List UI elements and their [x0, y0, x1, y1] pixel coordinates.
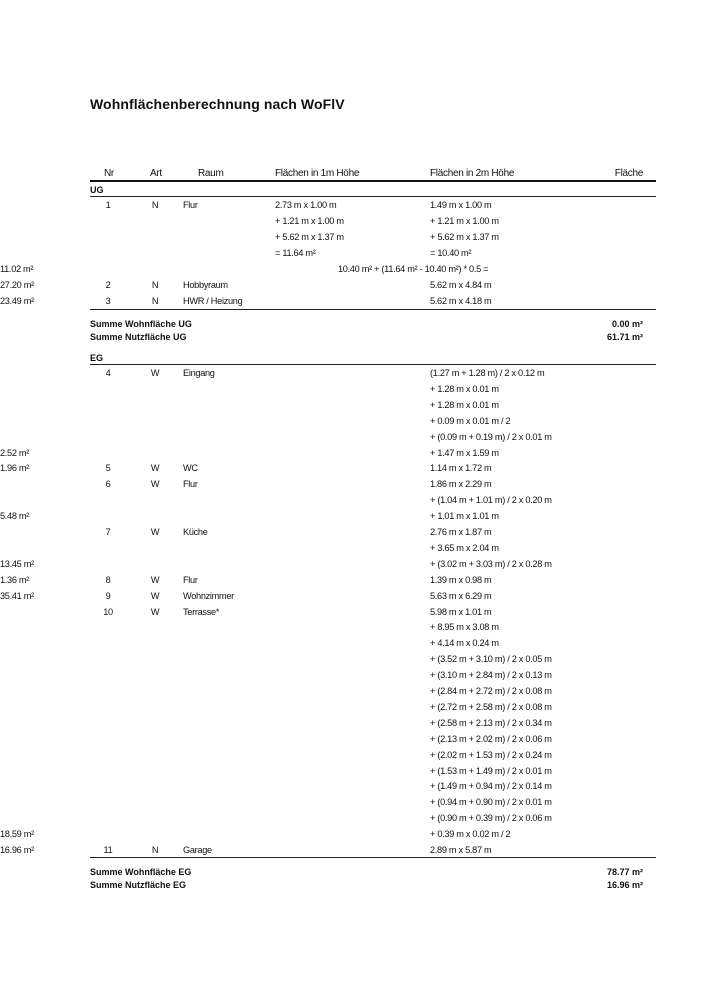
eg-row-18-f2: + (3.52 m + 3.10 m) / 2 x 0.05 m: [430, 654, 552, 665]
eg-row-10-f2: 2.76 m x 1.87 m: [430, 527, 492, 537]
ug-row-5-flaeche: 27.20 m²: [0, 280, 34, 290]
ug-row-5-nr: 2: [105, 280, 111, 290]
sum-nutzflaeche-eg-value: 16.96 m²: [606, 880, 643, 890]
section-label-ug: UG: [90, 185, 104, 195]
ug-row-0-f1: 2.73 m x 1.00 m: [275, 200, 337, 210]
page-title: Wohnflächenberechnung nach WoFlV: [90, 96, 345, 112]
eg-row-13-art: W: [150, 574, 160, 585]
section-label-eg: EG: [90, 353, 104, 363]
eg-row-25-f2: + (1.53 m + 1.49 m) / 2 x 0.01 m: [430, 765, 552, 776]
eg-row-13-raum: Flur: [183, 574, 198, 585]
eg-row-12-f2: + (3.02 m + 3.03 m) / 2 x 0.28 m: [430, 558, 552, 569]
eg-row-7-f2: 1.86 m x 2.29 m: [430, 479, 492, 490]
eg-row-0-nr: 4: [105, 368, 111, 378]
ug-row-4-mid: 10.40 m² + (11.64 m² - 10.40 m²) * 0.5 =: [338, 264, 489, 274]
eg-row-30-f2: 2.89 m x 5.87 m: [430, 845, 492, 855]
ug-row-0-art: N: [151, 200, 159, 210]
ug-row-1-f2: + 1.21 m x 1.00 m: [430, 216, 499, 226]
eg-row-13-f2: 1.39 m x 0.98 m: [430, 574, 492, 585]
eg-row-20-f2: + (2.84 m + 2.72 m) / 2 x 0.08 m: [430, 686, 552, 696]
eg-row-13-flaeche: 1.36 m²: [0, 574, 30, 585]
sum-nutzflaeche-eg-label: Summe Nutzfläche EG: [90, 880, 187, 890]
ug-row-4-flaeche: 11.02 m²: [0, 264, 34, 274]
eg-row-30-nr: 11: [103, 845, 113, 855]
eg-row-12-flaeche: 13.45 m²: [0, 558, 34, 569]
eg-row-11-f2: + 3.65 m x 2.04 m: [430, 542, 499, 553]
ug-row-6-flaeche: 23.49 m²: [0, 296, 34, 306]
ug-row-2-f2: + 5.62 m x 1.37 m: [430, 232, 499, 242]
eg-row-14-flaeche: 35.41 m²: [0, 590, 34, 601]
ug-row-3-f1: = 11.64 m²: [275, 248, 316, 258]
header-flaechen-1m: Flächen in 1m Höhe: [275, 168, 360, 179]
eg-row-6-raum: WC: [183, 463, 198, 474]
sum-wohnflaeche-ug-label: Summe Wohnfläche UG: [90, 319, 192, 329]
section-rule-eg: [90, 364, 656, 365]
eg-row-24-f2: + (2.02 m + 1.53 m) / 2 x 0.24 m: [430, 749, 552, 760]
eg-row-9-flaeche: 5.48 m²: [0, 511, 30, 522]
ug-row-5-f2: 5.62 m x 4.84 m: [430, 280, 492, 290]
eg-row-30-flaeche: 16.96 m²: [0, 845, 34, 855]
eg-row-10-raum: Küche: [183, 527, 208, 537]
sum-wohnflaeche-eg-label: Summe Wohnfläche EG: [90, 867, 192, 877]
header-rule: [90, 180, 656, 182]
eg-row-29-f2: + 0.39 m x 0.02 m / 2: [430, 829, 511, 840]
eg-row-0-f2: (1.27 m + 1.28 m) / 2 x 0.12 m: [430, 368, 545, 378]
eg-row-9-f2: + 1.01 m x 1.01 m: [430, 511, 499, 522]
ug-row-1-f1: + 1.21 m x 1.00 m: [275, 216, 344, 226]
eg-row-2-f2: + 1.28 m x 0.01 m: [430, 399, 499, 410]
eg-row-7-art: W: [150, 479, 160, 490]
ug-row-6-nr: 3: [105, 296, 111, 306]
ug-row-0-f2: 1.49 m x 1.00 m: [430, 200, 492, 210]
eg-row-27-f2: + (0.94 m + 0.90 m) / 2 x 0.01 m: [430, 797, 552, 808]
eg-row-15-f2: 5.98 m x 1.01 m: [430, 606, 492, 617]
eg-row-14-raum: Wohnzimmer: [183, 590, 234, 601]
eg-row-19-f2: + (3.10 m + 2.84 m) / 2 x 0.13 m: [430, 670, 552, 681]
eg-row-17-f2: + 4.14 m x 0.24 m: [430, 638, 499, 649]
ug-row-3-f2: = 10.40 m²: [430, 248, 472, 258]
sum-wohnflaeche-eg-value: 78.77 m²: [606, 867, 643, 877]
eg-row-3-f2: + 0.09 m x 0.01 m / 2: [430, 415, 511, 426]
eg-row-6-art: W: [150, 463, 160, 474]
eg-row-7-raum: Flur: [183, 479, 198, 490]
eg-row-14-nr: 9: [105, 590, 111, 601]
eg-row-28-f2: + (0.90 m + 0.39 m) / 2 x 0.06 m: [430, 813, 552, 824]
eg-row-1-f2: + 1.28 m x 0.01 m: [430, 383, 499, 394]
eg-row-29-flaeche: 18.59 m²: [0, 829, 34, 840]
eg-row-6-f2: 1.14 m x 1.72 m: [430, 463, 492, 474]
eg-row-30-art: N: [151, 845, 159, 855]
ug-row-0-raum: Flur: [183, 200, 198, 210]
header-raum: Raum: [198, 168, 224, 179]
header-nr: Nr: [104, 168, 114, 179]
ug-row-6-raum: HWR / Heizung: [183, 296, 243, 306]
eg-row-6-nr: 5: [105, 463, 111, 474]
sum-nutzflaeche-ug-label: Summe Nutzfläche UG: [90, 332, 187, 342]
ug-row-6-f2: 5.62 m x 4.18 m: [430, 296, 492, 306]
eg-row-4-f2: + (0.09 m + 0.19 m) / 2 x 0.01 m: [430, 431, 552, 442]
eg-row-0-art: W: [150, 368, 160, 378]
header-flaechen-2m: Flächen in 2m Höhe: [430, 168, 515, 179]
eg-row-15-raum: Terrasse*: [183, 606, 220, 617]
ug-row-6-art: N: [151, 296, 159, 306]
header-flaeche: Fläche: [614, 168, 643, 179]
eg-row-0-raum: Eingang: [183, 368, 215, 378]
ug-row-2-f1: + 5.62 m x 1.37 m: [275, 232, 344, 242]
eg-row-23-f2: + (2.13 m + 2.02 m) / 2 x 0.06 m: [430, 733, 552, 744]
eg-row-16-f2: + 8.95 m x 3.08 m: [430, 622, 499, 633]
sum-wohnflaeche-ug-value: 0.00 m²: [611, 319, 643, 329]
ug-row-5-raum: Hobbyraum: [183, 280, 228, 290]
section-end-rule-ug: [90, 309, 656, 310]
section-rule-ug: [90, 196, 656, 197]
eg-row-5-flaeche: 2.52 m²: [0, 447, 30, 458]
header-art: Art: [150, 168, 162, 179]
eg-row-10-art: W: [150, 527, 160, 537]
eg-row-15-art: W: [150, 606, 160, 617]
section-end-rule-eg: [90, 857, 656, 858]
eg-row-26-f2: + (1.49 m + 0.94 m) / 2 x 0.14 m: [430, 781, 552, 792]
eg-row-5-f2: + 1.47 m x 1.59 m: [430, 447, 499, 458]
eg-row-15-nr: 10: [103, 606, 113, 617]
eg-row-6-flaeche: 1.96 m²: [0, 463, 30, 474]
eg-row-22-f2: + (2.58 m + 2.13 m) / 2 x 0.34 m: [430, 717, 552, 728]
ug-row-0-nr: 1: [105, 200, 111, 210]
eg-row-10-nr: 7: [105, 527, 111, 537]
ug-row-5-art: N: [151, 280, 159, 290]
eg-row-21-f2: + (2.72 m + 2.58 m) / 2 x 0.08 m: [430, 701, 552, 712]
eg-row-7-nr: 6: [105, 479, 111, 490]
eg-row-14-art: W: [150, 590, 160, 601]
eg-row-13-nr: 8: [105, 574, 111, 585]
eg-row-14-f2: 5.63 m x 6.29 m: [430, 590, 492, 601]
eg-row-30-raum: Garage: [183, 845, 212, 855]
eg-row-8-f2: + (1.04 m + 1.01 m) / 2 x 0.20 m: [430, 495, 552, 506]
sum-nutzflaeche-ug-value: 61.71 m²: [606, 332, 643, 342]
